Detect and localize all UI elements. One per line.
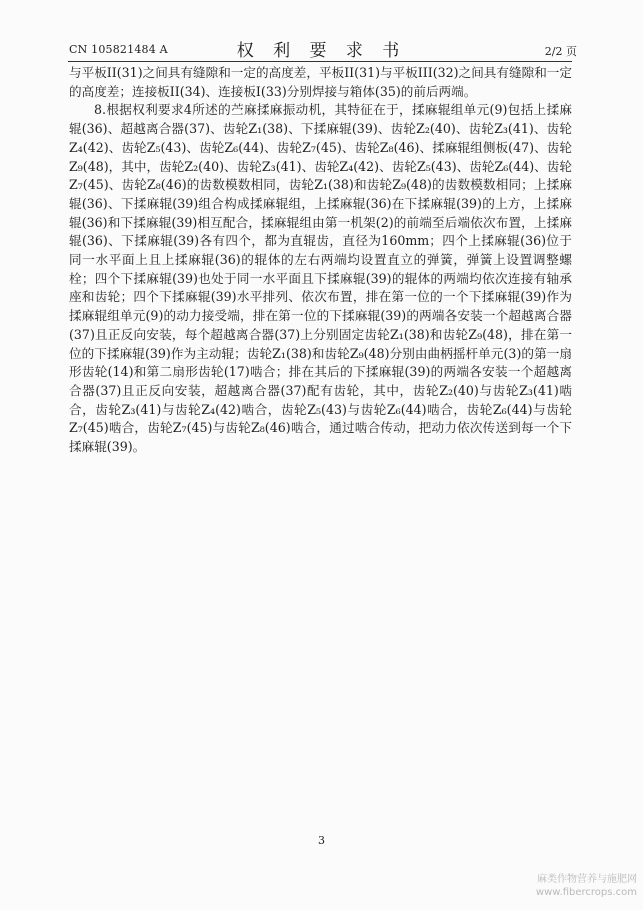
page-indicator: 2/2 页 xyxy=(544,45,577,58)
page-number: 3 xyxy=(318,834,325,847)
claim-8-paragraph: 8.根据权利要求4所述的苎麻揉麻振动机，其特征在于，揉麻辊组单元(9)包括上揉麻辊(36)、超越离合器(37)、齿轮Z₁(38)、下揉麻辊(39)、齿轮Z₂(40)、齿轮Z₃(41)、齿轮Z₄(42)、齿轮Z₅(43)、齿轮Z₆(44)、齿轮Z₇(45)、齿轮Z₈(46)、揉麻辊组侧板(47)、齿轮Z₉(48)，其中，齿轮Z₂(40)、齿轮Z₃(41)、齿轮Z₄(42)、齿轮Z₅(43)、齿轮Z₆(44)、齿轮Z₇(45)、齿轮Z₈(46)的齿数模数相同，齿轮Z₁(38)和齿轮Z₉(48)的齿数模数相同；上揉麻辊(36)、下揉麻辊(39)组合构成揉麻辊组，上揉麻辊(36)在下揉麻辊(39)的上方，上揉麻辊(36)和下揉麻辊(39)相互配合，揉麻辊组由第一机架(2)的前端至后端依次布置，上揉麻辊(36)、下揉麻辊(39)各有四个，都为直辊齿，直径为160mm；四个上揉麻辊(36)位于同一水平面上且上揉麻辊(36)的辊体的左右两端均设置直立的弹簧，弹簧上设置调整螺栓；四个下揉麻辊(39)也处于同一水平面且下揉麻辊(39)的辊体的两端均依次连接有轴承座和齿轮；四个下揉麻辊(39)水平排列、依次布置，排在第一位的一个下揉麻辊(39)作为揉麻辊组单元(9)的动力接受端，排在第一位的下揉麻辊(39)的两端各安装一个超越离合器(37)且正反向安装，每个超越离合器(37)上分别固定齿轮Z₁(38)和齿轮Z₉(48)，排在第一位的下揉麻辊(39)作为主动辊；齿轮Z₁(38)和齿轮Z₉(48)分别由曲柄摇杆单元(3)的第一扇形齿轮(14)和第二扇形齿轮(17)啮合；排在其后的下揉麻辊(39)的两端各安装一个超越离合器(37)且正反向安装，超越离合器(37)配有齿轮，其中，齿轮Z₂(40)与齿轮Z₃(41)啮合，齿轮Z₃(41)与齿轮Z₄(42)啮合，齿轮Z₅(43)与齿轮Z₆(44)啮合，齿轮Z₆(44)与齿轮Z₇(45)啮合，齿轮Z₇(45)与齿轮Z₈(46)啮合，通过啮合传动，把动力依次传送到每一个下揉麻辊(39)。 xyxy=(69,102,572,455)
watermark xyxy=(536,873,637,899)
continuation-paragraph: 与平板II(31)之间具有缝隙和一定的高度差，平板II(31)与平板III(32)之间具有缝隙和一定的高度差；连接板II(34)、连接板I(33)分别焊接与箱体(35)的前后两端。 xyxy=(69,65,572,99)
section-title: 权 利 要 求 书 xyxy=(236,41,407,61)
watermark-site-name: 麻类作物营养与施肥网 xyxy=(537,874,637,885)
header-divider xyxy=(68,61,572,62)
watermark-url: www.fibercrops.com xyxy=(535,887,637,898)
claims-body xyxy=(69,64,572,457)
document-number: CN 105821484 A xyxy=(69,43,168,56)
